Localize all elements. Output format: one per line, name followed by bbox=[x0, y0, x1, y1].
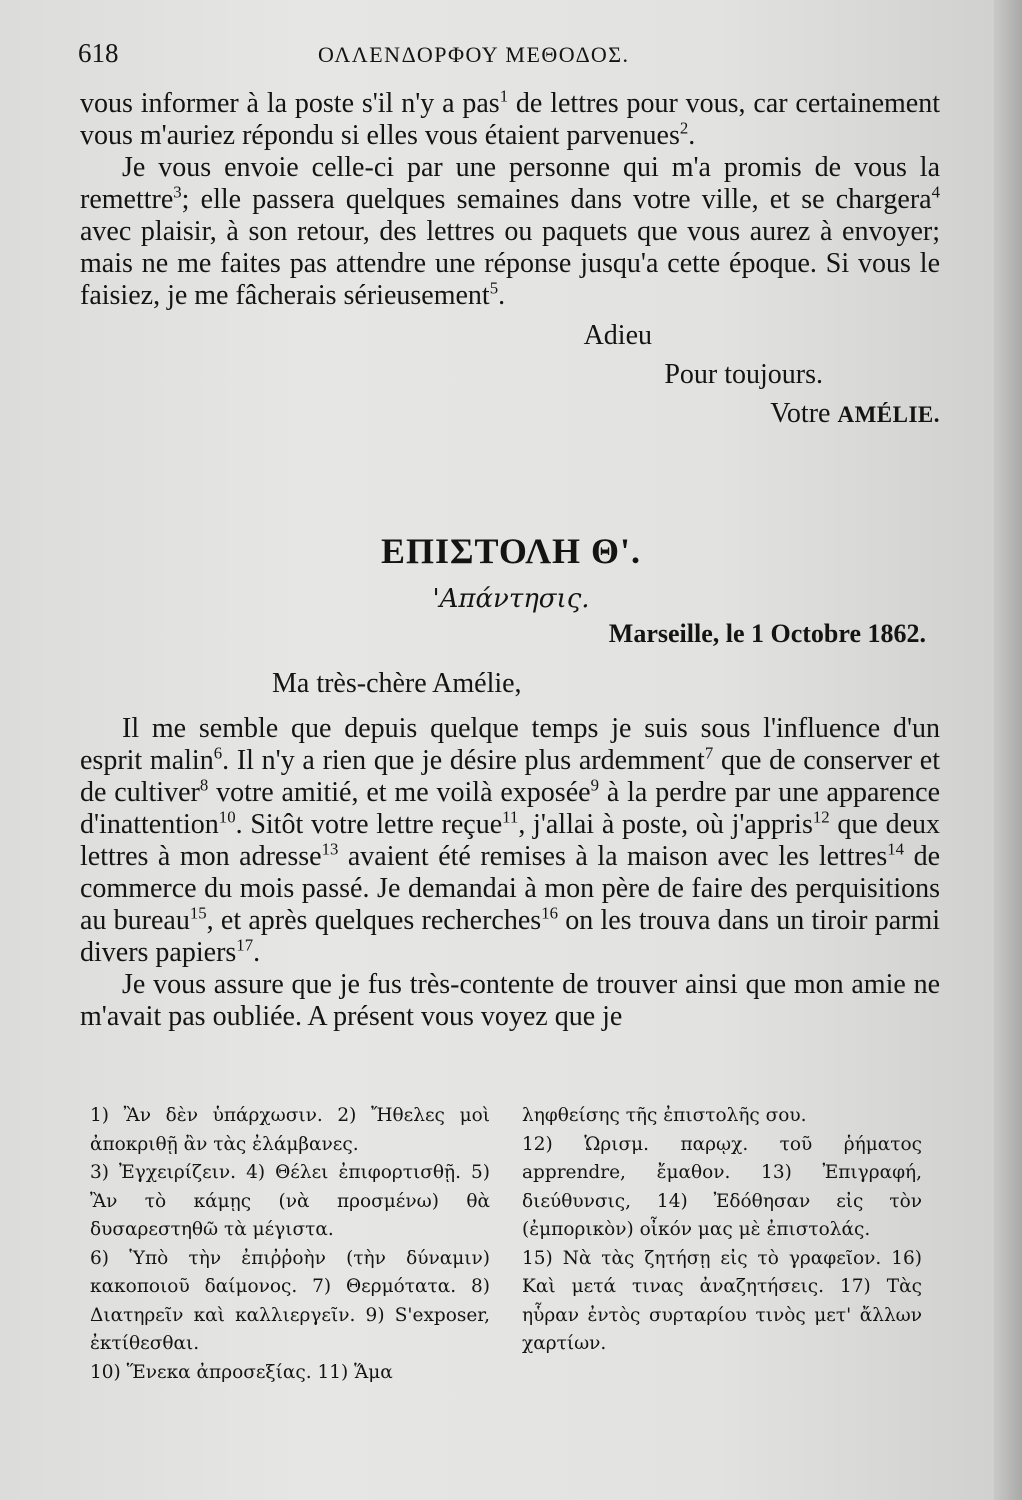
footnote-block: 6) Ὑπὸ τὴν ἐπιῤῥοὴν (τὴν δύναμιν) κακοποιοῦ δαίμονος. 7) Θερμότατα. 8) Διατηρεῖν καὶ καλλιεργεῖν. 9) S'exposer, ἐκτίθεσθαι. bbox=[90, 1247, 490, 1354]
closing-signature: Votre AMÉLIE. bbox=[770, 398, 940, 429]
paragraph: Il me semble que depuis quelque temps je suis sous l'influence d'un esprit malin$^6$. Il n'y a rien que je désire plus ardemment$^7$ que de conserver et de cultiver$^8$ votre amitié, et me voilà exposée$^9$ à la perdre par une apparence d'inattention$^{10}$. Sitôt votre lettre reçue$^{11}$, j'allai à poste, où j'appris$^{12}$ que deux lettres à mon adresse$^{13}$ avaient été remises à la maison avec les lettres$^{14}$ de commerce du mois passé. Je demandai à mon père de faire des perquisitions au bureau$^{15}$, et après quelques recherches$^{16}$ on les trouva dans un tiroir parmi divers papiers$^{17}$. bbox=[80, 713, 941, 968]
letter-subheading: 'Απάντησις. bbox=[432, 584, 590, 614]
running-title: ΟΛΛΕΝΔΟΡΦΟΥ ΜΕΘΟΔΟΣ. bbox=[318, 42, 630, 67]
letter-closing bbox=[80, 316, 940, 434]
footnote-block: 15) Νὰ τὰς ζητήσῃ εἰς τὸ γραφεῖον. 16) Καὶ μετά τινας ἀναζητήσεις. 17) Τὰς ηὗραν ἐντὸς συρταρίου τινὸς μετ' ἄλλων χαρτίων. bbox=[522, 1247, 922, 1354]
running-head bbox=[78, 38, 942, 78]
second-letter-body bbox=[80, 713, 940, 1033]
letter-heading: ΕΠΙΣΤΟΛΗ Θ'. bbox=[380, 531, 642, 571]
footnote-block: 10) Ἕνεκα ἀπροσεξίας. 11) Ἅμα bbox=[90, 1361, 393, 1383]
paragraph: Je vous envoie celle-ci par une personne qui m'a promis de vous la remettre$^3$; elle passera quelques semaines dans votre ville, et se chargera$^4$ avec plaisir, à son retour, des lettres ou paquets que vous aurez à envoyer; mais ne me faites pas attendre une réponse jusqu'a cette époque. Si vous le faisiez, je me fâcherais sérieusement$^5$. bbox=[80, 152, 940, 311]
signature-name: AMÉLIE. bbox=[837, 402, 940, 427]
dateline: Marseille, le 1 Octobre 1862. bbox=[608, 619, 926, 648]
page-edge-shadow bbox=[994, 0, 1022, 1500]
salutation: Ma très-chère Amélie, bbox=[272, 668, 522, 699]
footnotes-right-column bbox=[522, 1102, 922, 1359]
footnote-block: 12) Ὡρισμ. παρῳχ. τοῦ ῥήματος apprendre, ἔμαθον. 13) Ἐπιγραφή, διεύθυνσις, 14) Ἐδόθησαν εἰς τὸν (ἐμπορικὸν) οἶκόν μας μὲ ἐπιστολάς. bbox=[522, 1133, 922, 1240]
footnote-block: 3) Ἐγχειρίζειν. 4) Θέλει ἐπιφορτισθῇ. 5) Ἂν τὸ κάμῃς (νὰ προσμένω) θὰ δυσαρεστηθῶ τὰ μέγιστα. bbox=[90, 1162, 490, 1240]
closing-toujours: Pour toujours. bbox=[664, 359, 823, 390]
footnote-block: 1) Ἂν δὲν ὑπάρχωσιν. 2) Ἤθελες μοὶ ἀποκριθῇ ἂν τὰς ἐλάμβανες. bbox=[90, 1105, 490, 1155]
footnotes-left-column bbox=[90, 1102, 490, 1387]
first-letter-ending bbox=[80, 88, 940, 434]
footnote-block: ληφθείσης τῆς ἐπιστολῆς σου. bbox=[522, 1105, 807, 1126]
page-number: 618 bbox=[78, 38, 119, 68]
paragraph: vous informer à la poste s'il n'y a pas$^1$ de lettres pour vous, car certainement vous m'auriez répondu si elles vous étaient parvenues$^2$. bbox=[80, 86, 940, 151]
paragraph: Je vous assure que je fus très-contente de trouver ainsi que mon amie ne m'avait pas oubliée. A présent vous voyez que je bbox=[80, 969, 940, 1032]
closing-adieu: Adieu bbox=[583, 320, 652, 351]
